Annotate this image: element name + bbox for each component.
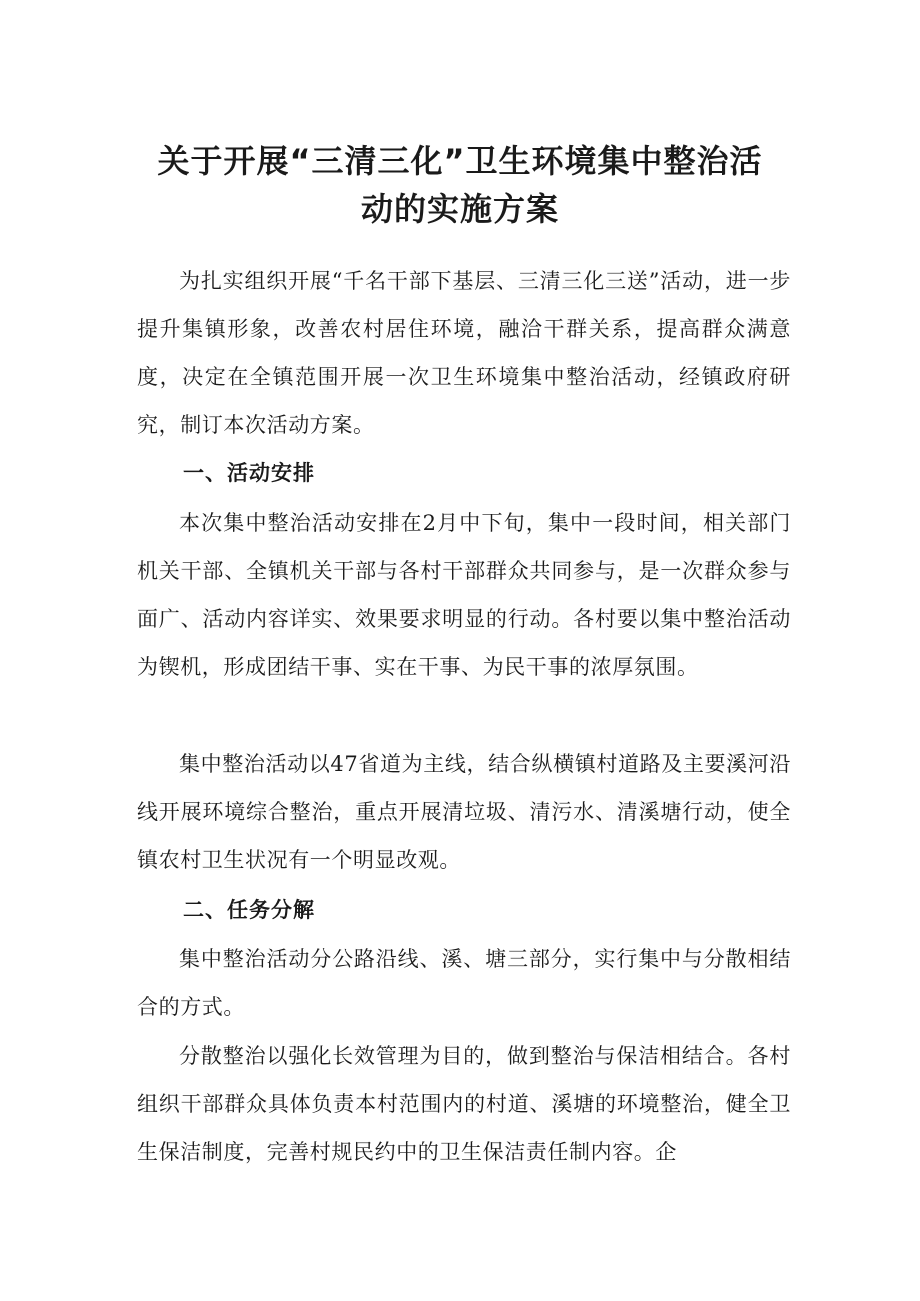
intro-paragraph: 为扎实组织开展“千名干部下基层、三清三化三送”活动，进一步提升集镇形象，改善农村居住环境，融洽干群关系，提高群众满意度，决定在全镇范围开展一次卫生环境集中整治活动，经镇政府研究，制订本次活动方案。: [137, 269, 791, 437]
section-1-heading: 一、活动安排: [183, 461, 315, 485]
section-2-paragraph-1: 集中整治活动分公路沿线、溪、塘三部分，实行集中与分散相结合的方式。: [137, 947, 791, 1019]
section-2-paragraph-2: 分散整治以强化长效管理为目的，做到整治与保洁相结合。各村组织干部群众具体负责本村范围内的村道、溪塘的环境整治，健全卫生保洁制度，完善村规民约中的卫生保洁责任制内容。企: [137, 1044, 791, 1164]
section-2-heading: 二、任务分解: [183, 898, 315, 922]
document-title-line-1: 关于开展“三清三化”卫生环境集中整治活: [157, 142, 763, 180]
document-title-line-2: 动的实施方案: [360, 190, 559, 228]
section-1-paragraph-2: 集中整治活动以47省道为主线，结合纵横镇村道路及主要溪河沿线开展环境综合整治，重点开展清垃圾、清污水、清溪塘行动，使全镇农村卫生状况有一个明显改观。: [137, 752, 791, 872]
section-1-paragraph-1: 本次集中整治活动安排在2月中下旬，集中一段时间，相关部门机关干部、全镇机关干部与各村干部群众共同参与，是一次群众参与面广、活动内容详实、效果要求明显的行动。各村要以集中整治活动为锲机，形成团结干事、实在干事、为民干事的浓厚氛围。: [137, 511, 791, 679]
